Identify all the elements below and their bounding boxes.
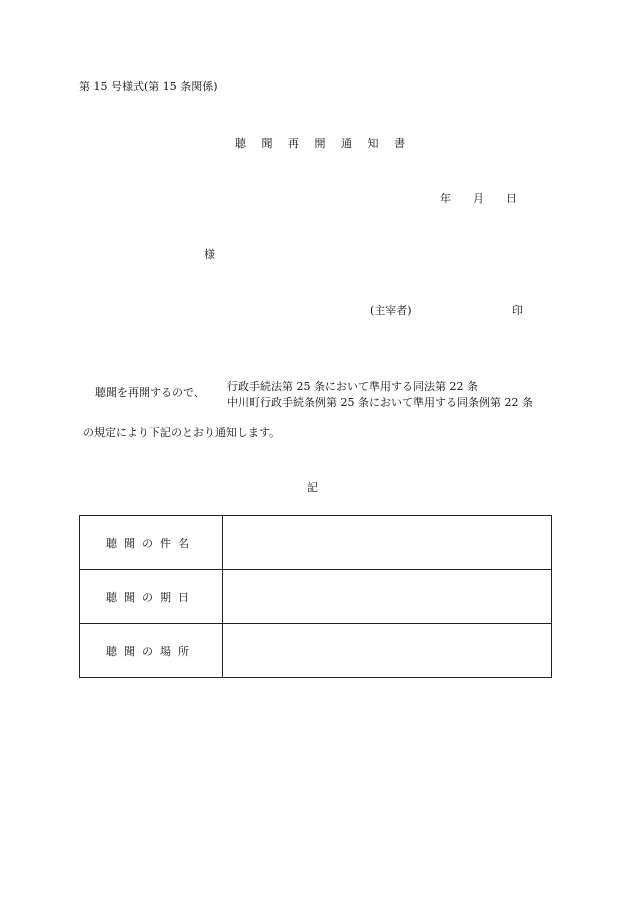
seal-mark: 印: [512, 304, 523, 317]
table-row: [80, 624, 552, 678]
date-year-label: 年: [440, 192, 451, 205]
notice-table: [79, 515, 552, 678]
row-label-subject: 聴聞の件名: [80, 516, 223, 570]
row-value-date: [223, 570, 552, 624]
body-conclusion: の規定により下記のとおり通知します。: [83, 426, 281, 439]
table-row: [80, 570, 552, 624]
row-label-date: 聴聞の期日: [80, 570, 223, 624]
date-month-label: 月: [473, 192, 484, 205]
document-title: 聴 聞 再 開 通 知 書: [235, 137, 411, 150]
row-label-place: 聴聞の場所: [80, 624, 223, 678]
body-intro: 聴聞を再開するので、: [95, 386, 205, 399]
organizer-label: (主宰者): [370, 304, 412, 317]
law-option-1: 行政手続法第 25 条において準用する同法第 22 条: [227, 380, 478, 393]
ki-heading: 記: [307, 481, 318, 494]
row-value-place: [223, 624, 552, 678]
date-line: [440, 192, 517, 206]
date-day-label: 日: [506, 192, 517, 205]
law-option-2: 中川町行政手続条例第 25 条において準用する同条例第 22 条: [227, 396, 533, 409]
form-number: 第 15 号様式(第 15 条関係): [79, 80, 218, 93]
addressee-suffix: 様: [204, 248, 215, 261]
table-row: [80, 516, 552, 570]
row-value-subject: [223, 516, 552, 570]
